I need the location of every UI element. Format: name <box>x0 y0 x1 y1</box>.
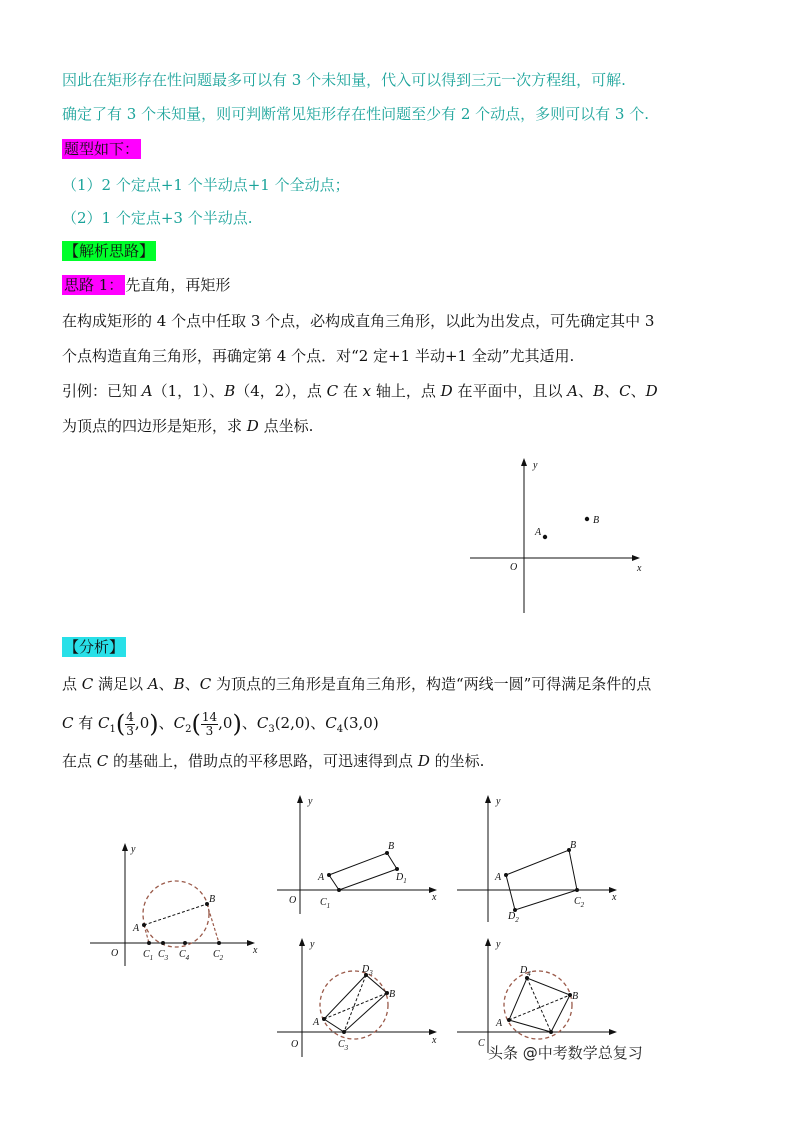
analysis-text: 点 <box>62 675 82 693</box>
analysis-text: 有 <box>73 714 94 732</box>
point-name: C <box>199 675 212 693</box>
point-c3-name: C <box>256 714 269 732</box>
example-text: 、 <box>630 382 646 400</box>
point-name: A <box>147 675 159 693</box>
types-heading: 题型如下： <box>64 140 140 158</box>
origin-label: O <box>291 1039 299 1050</box>
point-a-label: A <box>313 1017 320 1028</box>
separator: 、 <box>241 714 257 732</box>
coordinate-tail: ,0 <box>218 714 233 732</box>
y-axis-label: y <box>496 939 501 950</box>
analysis-text: 满足以 <box>93 675 148 693</box>
origin-label: O <box>111 948 119 959</box>
analysis-heading: 【分析】 <box>64 638 125 656</box>
x-axis-label: x <box>637 563 642 574</box>
point-d-label: $D_3$ <box>362 964 373 977</box>
idea-1-title: 先直角，再矩形 <box>125 276 231 294</box>
subscript: 3 <box>268 724 275 735</box>
point-b <box>585 517 589 521</box>
type-item-2: （2）1 个定点+3 个半动点. <box>62 209 253 227</box>
analysis-text: 、 <box>184 675 200 693</box>
y-axis-label: y <box>533 460 538 471</box>
rectangle-figure-1 <box>272 792 447 922</box>
rectangle-abcd <box>506 850 577 910</box>
point-name: D <box>417 752 430 770</box>
point-c-label: $C_2$ <box>574 896 585 909</box>
example-coordinate-figure <box>465 455 645 620</box>
example-text: 在平面中，且以 <box>452 382 568 400</box>
point-b-label: B <box>389 989 396 1000</box>
point-name: D <box>645 382 658 400</box>
two-lines-one-circle-figure <box>85 838 265 973</box>
point-a-label: A <box>318 872 325 883</box>
rectangle-figure-2 <box>452 792 627 927</box>
type-item-1: （1）2 个定点+1 个半动点+1 个全动点； <box>62 176 350 194</box>
analysis-line-2: C 有 $C_1$( $\frac{4}{3}$ ,0)、$C_2$( $\frac{14}{3}$ ,0)、$C_3(2,0)$、$C_4(3,0)$ <box>62 709 379 738</box>
watermark: 头条 @中考数学总复习 <box>488 1044 643 1062</box>
origin-label: O <box>510 562 518 573</box>
point-name: B <box>224 382 236 400</box>
analysis-line-1 <box>62 674 651 694</box>
example-text: （4，2），点 <box>235 382 327 400</box>
point-b-label: B <box>209 894 216 905</box>
analysis-line-3 <box>62 751 484 771</box>
example-text: （1，1）、 <box>152 382 225 400</box>
idea-1-tag: 思路 1： <box>64 276 124 294</box>
y-axis-label: y <box>308 796 313 807</box>
point-c1-name: C <box>98 714 110 732</box>
example-text: 、 <box>578 382 594 400</box>
example-text: 为顶点的四边形是矩形，求 <box>62 417 247 435</box>
point-c1-label: $C_1$ <box>143 949 154 962</box>
point-d-label: $D_4$ <box>520 965 531 978</box>
subscript: 1 <box>109 724 116 735</box>
subscript: 4 <box>336 724 344 735</box>
coordinate-c4: (3,0) <box>343 714 379 732</box>
axis-name: x <box>362 382 372 400</box>
point-c2-label: $C_2$ <box>213 949 224 962</box>
point-name: C <box>96 752 109 770</box>
point-b-label: B <box>388 841 395 852</box>
example-text: 点坐标. <box>258 417 314 435</box>
example-line-1 <box>62 381 658 401</box>
example-text: 、 <box>604 382 620 400</box>
point-a <box>543 535 547 539</box>
segment-ab <box>144 904 207 925</box>
idea-para-line-1: 在构成矩形的 4 个点中任取 3 个点，必构成直角三角形，以此为出发点，可先确定其中 3 <box>62 312 655 330</box>
point-a-label: A <box>496 1018 503 1029</box>
subscript: 2 <box>185 724 192 735</box>
point-a-label: A <box>535 527 542 538</box>
example-line-2 <box>62 416 313 436</box>
analysis-heading-line <box>62 637 126 657</box>
y-axis-label: y <box>310 939 315 950</box>
point-name: D <box>246 417 259 435</box>
intro-line-2: 确定了有 3 个未知量，则可判断常见矩形存在性问题至少有 2 个动点，多则可以有 3 个. <box>62 105 650 123</box>
separator: 、 <box>310 714 326 732</box>
analysis-text: 、 <box>158 675 174 693</box>
x-axis-label: x <box>612 892 617 903</box>
types-heading-line <box>62 139 141 159</box>
denominator: 3 <box>126 723 134 738</box>
numerator: 14 <box>201 709 218 724</box>
example-text: 引例：已知 <box>62 382 142 400</box>
example-text: 在 <box>338 382 363 400</box>
coordinate-c3: (2,0) <box>274 714 311 732</box>
point-name: B <box>593 382 605 400</box>
example-text: 轴上，点 <box>371 382 441 400</box>
fraction-c2 <box>201 711 218 738</box>
point-c-label: C <box>478 1038 485 1049</box>
point-name: C <box>81 675 94 693</box>
y-axis-label: y <box>131 844 136 855</box>
origin-label: O <box>289 895 297 906</box>
point-name: C <box>326 382 339 400</box>
point-a-label: A <box>495 872 502 883</box>
rectangle-figure-3 <box>272 935 447 1065</box>
point-name: A <box>567 382 579 400</box>
point-c4-label: $C_4$ <box>179 949 190 962</box>
point-name: C <box>619 382 631 400</box>
point-c-label: $C_3$ <box>338 1039 349 1052</box>
point-c2-name: C <box>173 714 186 732</box>
rectangle-abdc <box>329 853 397 890</box>
intro-line-1: 因此在矩形存在性问题最多可以有 3 个未知量，代入可以得到三元一次方程组，可解. <box>62 71 626 89</box>
y-axis-label: y <box>496 796 501 807</box>
x-axis-label: x <box>253 945 258 956</box>
idea-para-line-2: 个点构造直角三角形，再确定第 4 个点．对“2 定+1 半动+1 全动”尤其适用. <box>62 347 575 365</box>
x-axis-label: x <box>432 892 437 903</box>
idea-1-line <box>62 275 230 295</box>
analysis-idea-heading: 【解析思路】 <box>64 242 155 260</box>
analysis-text: 的基础上，借助点的平移思路，可迅速得到点 <box>108 752 418 770</box>
point-c3-label: $C_3$ <box>158 949 169 962</box>
point-c-label: $C_1$ <box>320 897 331 910</box>
point-name: D <box>440 382 453 400</box>
point-d-label: $D_2$ <box>508 911 519 924</box>
point-b-label: B <box>570 840 577 851</box>
analysis-text: 为顶点的三角形是直角三角形，构造“两线一圆”可得满足条件的点 <box>211 675 652 693</box>
analysis-text: 在点 <box>62 752 97 770</box>
denominator: 3 <box>205 723 214 738</box>
point-name: C <box>62 714 74 732</box>
point-a-label: A <box>133 923 140 934</box>
point-b-label: B <box>572 991 579 1002</box>
analysis-idea-heading-line <box>62 241 156 261</box>
point-b-label: B <box>593 515 600 526</box>
point-d-label: $D_1$ <box>396 872 407 885</box>
point-name: B <box>173 675 185 693</box>
coordinate-tail: ,0 <box>134 714 150 732</box>
point-c4-name: C <box>325 714 337 732</box>
fraction-c1 <box>125 711 135 738</box>
rectangle-figure-4 <box>452 935 627 1055</box>
rectangle-adbc <box>509 978 570 1032</box>
x-axis-label: x <box>432 1035 437 1046</box>
point-name: A <box>141 382 153 400</box>
separator: 、 <box>158 714 174 732</box>
right-angle-circle <box>143 881 209 947</box>
analysis-text: 的坐标. <box>429 752 485 770</box>
numerator: 4 <box>126 709 134 724</box>
